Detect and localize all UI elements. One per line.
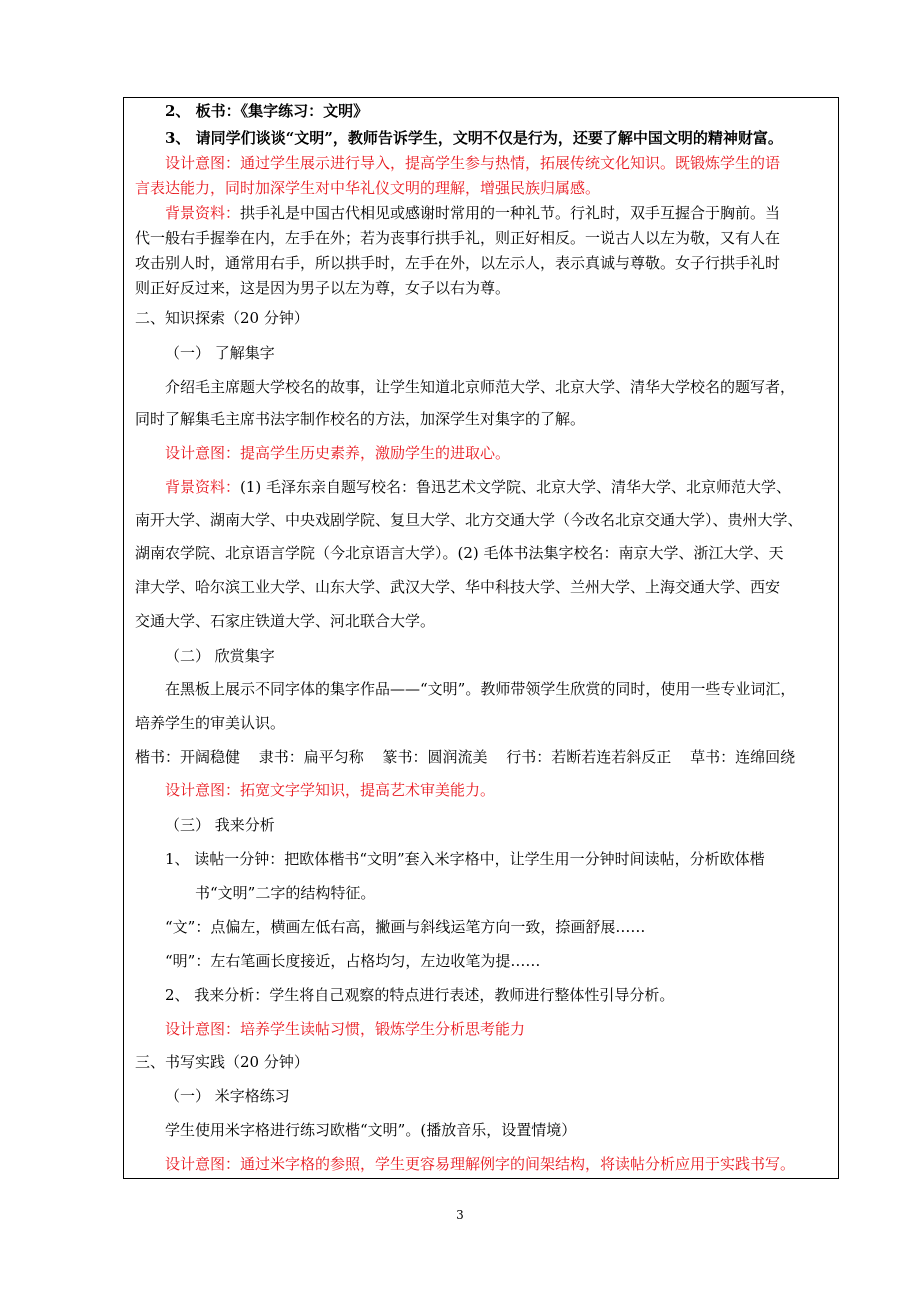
- practice-subsection-heading: （一） 米字格练习: [165, 1087, 290, 1105]
- practice-instruction: 学生使用米字格进行练习欧楷“文明”。(播放音乐，设置情境）: [165, 1121, 577, 1139]
- background-2-line-5: 交通大学、石家庄铁道大学、河北联合大学。: [135, 612, 436, 630]
- section-3-heading: 三、书写实践（20 分钟）: [135, 1053, 309, 1071]
- design-intent-1-line-1: 设计意图：通过学生展示进行导入，提高学生参与热情，拓展传统文化知识。既锻炼学生的语: [165, 154, 781, 172]
- design-intent-2: 设计意图：提高学生历史素养，激励学生的进取心。: [165, 444, 511, 462]
- board-writing-line: 2、 板书：《集字练习：文明》: [165, 102, 369, 120]
- design-intent-1-line-2: 言表达能力，同时加深学生对中华礼仪文明的理解，增强民族归属感。: [135, 179, 601, 197]
- design-intent-5: 设计意图：通过米字格的参照，学生更容易理解例字的间架结构，将读帖分析应用于实践书写。: [165, 1155, 796, 1173]
- background-label: 背景资料：: [165, 204, 241, 222]
- background-1-line-4: 则正好反过来，这是因为男子以左为尊，女子以右为尊。: [135, 279, 511, 297]
- design-intent-4: 设计意图：培养学生读帖习惯，锻炼学生分析思考能力: [165, 1020, 526, 1038]
- page-number: 3: [456, 1208, 464, 1222]
- discussion-line: 3、 请同学们谈谈“文明”，教师告诉学生，文明不仅是行为，还要了解中国文明的精神财富。: [165, 129, 783, 147]
- background-1-line-1: [165, 203, 780, 223]
- subsection-1-heading: （一） 了解集字: [165, 344, 275, 362]
- background-2-line-1: [165, 477, 791, 497]
- subsection-2-heading: （二） 欣赏集字: [165, 647, 275, 665]
- appreciation-line-1: 在黑板上展示不同字体的集字作品——“文明”。教师带领学生欣赏的同时，使用一些专业词汇，: [165, 680, 796, 698]
- background-1-line-3: 攻击别人时，通常用右手，所以拱手时，左手在外，以左示人，表示真诚与尊敬。女子行拱手礼时: [135, 254, 781, 272]
- design-intent-3: 设计意图：拓宽文字学知识，提高艺术审美能力。: [165, 781, 496, 799]
- appreciation-line-2: 培养学生的审美认识。: [135, 714, 286, 732]
- analysis-step-1-line-1: 1、 读帖一分钟：把欧体楷书“文明”套入米字格中，让学生用一分钟时间读帖，分析欧体楷: [165, 850, 765, 868]
- background-2-line-4: 津大学、哈尔滨工业大学、山东大学、武汉大学、华中科技大学、兰州大学、上海交通大学、西安: [135, 578, 781, 596]
- script-styles-line: 楷书：开阔稳健 隶书：扁平匀称 篆书：圆润流美 行书：若断若连若斜反正 草书：连绵回绕: [135, 748, 796, 766]
- section-2-heading: 二、知识探索（20 分钟）: [135, 309, 309, 327]
- char-wen-analysis: “文”：点偏左，横画左低右高，撇画与斜线运笔方向一致，捺画舒展……: [165, 918, 646, 936]
- background-1-line-2: 代一般右手握拳在内，左手在外；若为丧事行拱手礼，则正好相反。一说古人以左为敬，又有人在: [135, 229, 781, 247]
- intro-line-2: 同时了解集毛主席书法字制作校名的方法，加深学生对集字的了解。: [135, 410, 586, 428]
- char-ming-analysis: “明”：左右笔画长度接近，占格均匀，左边收笔为提……: [165, 952, 541, 970]
- background-2-line-2: 南开大学、湖南大学、中央戏剧学院、复旦大学、北方交通大学（今改名北京交通大学）、贵州大学、: [135, 511, 803, 529]
- background-1-text: 拱手礼是中国古代相见或感谢时常用的一种礼节。行礼时，双手互握合于胸前。当: [240, 204, 781, 222]
- background-2-label: 背景资料：: [165, 478, 241, 496]
- background-2-line-3: 湖南农学院、北京语言学院（今北京语言大学）。(2) 毛体书法集字校名：南京大学、浙江大学、天: [135, 544, 784, 562]
- background-2-text: (1) 毛泽东亲自题写校名：鲁迅艺术文学院、北京大学、清华大学、北京师范大学、: [240, 478, 792, 496]
- intro-line-1: 介绍毛主席题大学校名的故事，让学生知道北京师范大学、北京大学、清华大学校名的题写者，: [165, 378, 796, 396]
- analysis-step-2: 2、 我来分析：学生将自己观察的特点进行表述，教师进行整体性引导分析。: [165, 986, 675, 1004]
- analysis-step-1-line-2: 书“文明”二字的结构特征。: [195, 884, 376, 902]
- subsection-3-heading: （三） 我来分析: [165, 816, 275, 834]
